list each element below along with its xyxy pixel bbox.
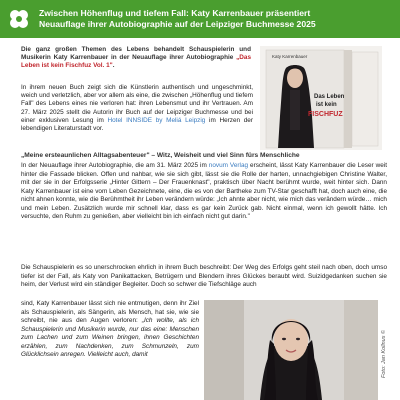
headline-line-2: Neuauflage ihrer Autobiographie auf der Leipziger Buchmesse 2025 [39,18,316,29]
publisher-link[interactable]: novum Verlag [208,162,249,169]
header-banner [0,0,400,38]
lead-text: Die ganz großen Themen des Lebens behandelt Schauspielerin und Musikerin Katy Karrenbauer in der Neuauflage ihrer Autobiographie [21,46,251,62]
main-text-start: In der Neuauflage ihrer Autobiographie, die am 31. März 2025 im [21,162,209,169]
photo-credit-text: Foto: Jan Kollnus © [381,329,387,378]
book-title-line-1: Das Leben [314,94,345,100]
closing-text: sind, Katy Karrenbauer lässt sich nie entmutigen, denn ihr Ziel als Schauspielerin, als Sängerin, als Mensch, hat sie, wie sie schreibt, nie aus den Augen verloren: [21,300,199,324]
closing-quote: „Ich wollte, als ich Schauspielerin und Musikerin wurde, nur das eine: Menschen zum Lachen und zum Weinen bringen, ihnen Geschichten erzählen, zum Nachdenken, zum Schmunzeln, zum Glücklichsein anregen. Vielleicht auch, damit [21,317,200,358]
headline-line-1: Zwischen Höhenflug und tiefem Fall: Katy Karrenbauer präsentiert [39,8,311,18]
author-photo [204,300,378,400]
clover-logo-icon [8,8,30,30]
closing-paragraph [21,300,199,360]
intro-end: im Herzen der lebendigen Literaturstadt vor. [21,116,253,133]
ascent-paragraph: Die Schauspielerin es so unerschrocken ehrlich in ihrem Buch beschreibt: Der Weg des Erfolgs geht steil nach oben, doch umso tiefer ist der Fall, als Katy von Panikattacken, Betrügern und Blendern ihres Glückes beraubt wird. Suizidgedanken suchen sie heim, der Verlust wird ein ständiger Begleiter. Doch so schwer die Tiefschläge auch [21,264,387,288]
intro-paragraph [21,84,253,133]
photo-credit [381,318,391,380]
main-text-rest: erscheint, lässt Katy Karrenbauer die Leser weit hinter die Fassade blicken. Offen und nahbar, wie sie sich gibt, lässt sie die Rolle der harten, unnachgiebigen Christine Walter, mit der sie in der Erfolgsserie „Hinter Gittern – Der Frauenknast", praktisch über Nacht berühmt wurde, weit hinter sich. Dann Katy Karrenbauer ist eine vom Leben Gezeichnete, eine, die es von der Bartheke zum TV-Star geschafft hat, doch auch eine, die nicht ahnen konnte, wie die Berühmtheit ihr Leben verändern würde: „Ich ahnte aber nicht, wie mich das verändern würde… mich und mein Leben. Zusätzlich wurde mir schnell klar, dass es gar kein Zurück gab. Nicht einmal, wenn ich gewollt hätte. Ich versuchte, den Ruhm zu genießen, aber vielleicht bin ich einfach nicht gut darin." [21,162,388,220]
intro-text: In ihrem neuen Buch zeigt sich die Künstlerin authentisch und ungeschminkt, weich und verletzlich, aber vor allem als eine, die zwischen „Höhenflug und tiefem Fall" des Lebens eines nie verloren hat: ihren Lebensmut und ihr Vertrauen. Am 27. März 2025 stellt die Autorin ihr Buch auf der Leipziger Buchmesse und bei einer exklusiven Lesung im [21,84,253,124]
lead-end: . [112,62,115,70]
headline [39,8,395,29]
book-title-link[interactable]: „Das Leben ist kein Fischfuz Vol. 1" [21,54,251,70]
main-paragraph [21,162,387,222]
book-title-line-2: ist kein [316,102,337,108]
book-cover-image [260,46,382,150]
book-title-line-3: FISCHFUZ [308,111,343,118]
lead-paragraph [21,46,251,71]
hotel-link[interactable]: Hotel INNSIDE by Meliá Leipzig [107,116,206,124]
section-subheading: „Meine ersteaunlichen Alltagsabenteuer" – Witz, Weisheit und viel Sinn fürs Menschliche [21,152,300,159]
book-author-text: Katy Karrenbauer [272,54,308,59]
